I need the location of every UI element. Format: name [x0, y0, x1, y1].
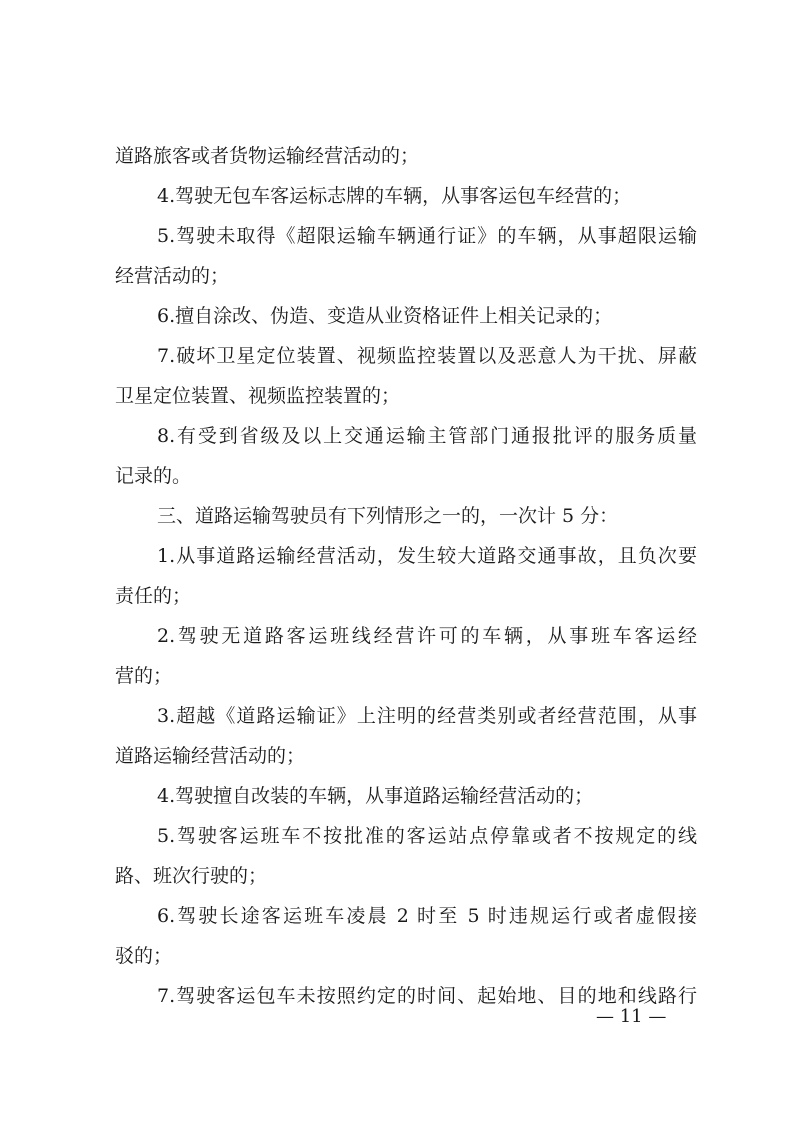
item-6-certificate-alteration: 6.擅自涂改、伪造、变造从业资格证件上相关记录的； [157, 305, 613, 327]
item-6-night-operation: 6.驾驶长途客运班车凌晨 2 时至 5 时违规运行或者虚假接 [157, 905, 697, 927]
item-7-charter-route: 7.驾驶客运包车未按照约定的时间、起始地、目的地和线路行 [157, 985, 697, 1007]
item-5-continuation-route: 路、班次行驶的； [115, 865, 268, 887]
body-text [115, 136, 697, 1016]
item-7-satellite-device: 7.破坏卫星定位装置、视频监控装置以及恶意人为干扰、屏蔽 [157, 345, 697, 367]
item-5-unapproved-stops: 5.驾驶客运班车不按批准的客运站点停靠或者不按规定的线 [157, 825, 697, 847]
item-5-overlimit-permit: 5.驾驶未取得《超限运输车辆通行证》的车辆，从事超限运输 [157, 225, 697, 247]
item-8-continuation: 记录的。 [115, 465, 192, 487]
item-7-continuation: 卫星定位装置、视频监控装置的； [115, 385, 401, 407]
section-3-heading: 三、道路运输驾驶员有下列情形之一的，一次计 5 分： [157, 505, 619, 527]
item-5-continuation: 经营活动的； [115, 265, 230, 287]
item-3-exceed-scope: 3.超越《道路运输证》上注明的经营类别或者经营范围，从事 [157, 705, 697, 727]
item-2-continuation: 营的； [115, 665, 173, 687]
item-8-criticism-record: 8.有受到省级及以上交通运输主管部门通报批评的服务质量 [157, 425, 697, 447]
text-line-continuation: 道路旅客或者货物运输经营活动的； [115, 145, 420, 167]
page-number: — 11 — [596, 1006, 667, 1027]
item-1-traffic-accident: 1.从事道路运输经营活动，发生较大道路交通事故，且负次要 [157, 545, 697, 567]
item-3-continuation: 道路运输经营活动的； [115, 745, 306, 767]
item-4-vehicle-sign: 4.驾驶无包车客运标志牌的车辆，从事客运包车经营的； [157, 185, 632, 207]
item-1-continuation: 责任的； [115, 585, 192, 607]
item-6-continuation: 驳的； [115, 945, 173, 967]
item-4-modified-vehicle: 4.驾驶擅自改装的车辆，从事道路运输经营活动的； [157, 785, 594, 807]
item-2-no-route-license: 2.驾驶无道路客运班线经营许可的车辆，从事班车客运经 [157, 625, 697, 647]
